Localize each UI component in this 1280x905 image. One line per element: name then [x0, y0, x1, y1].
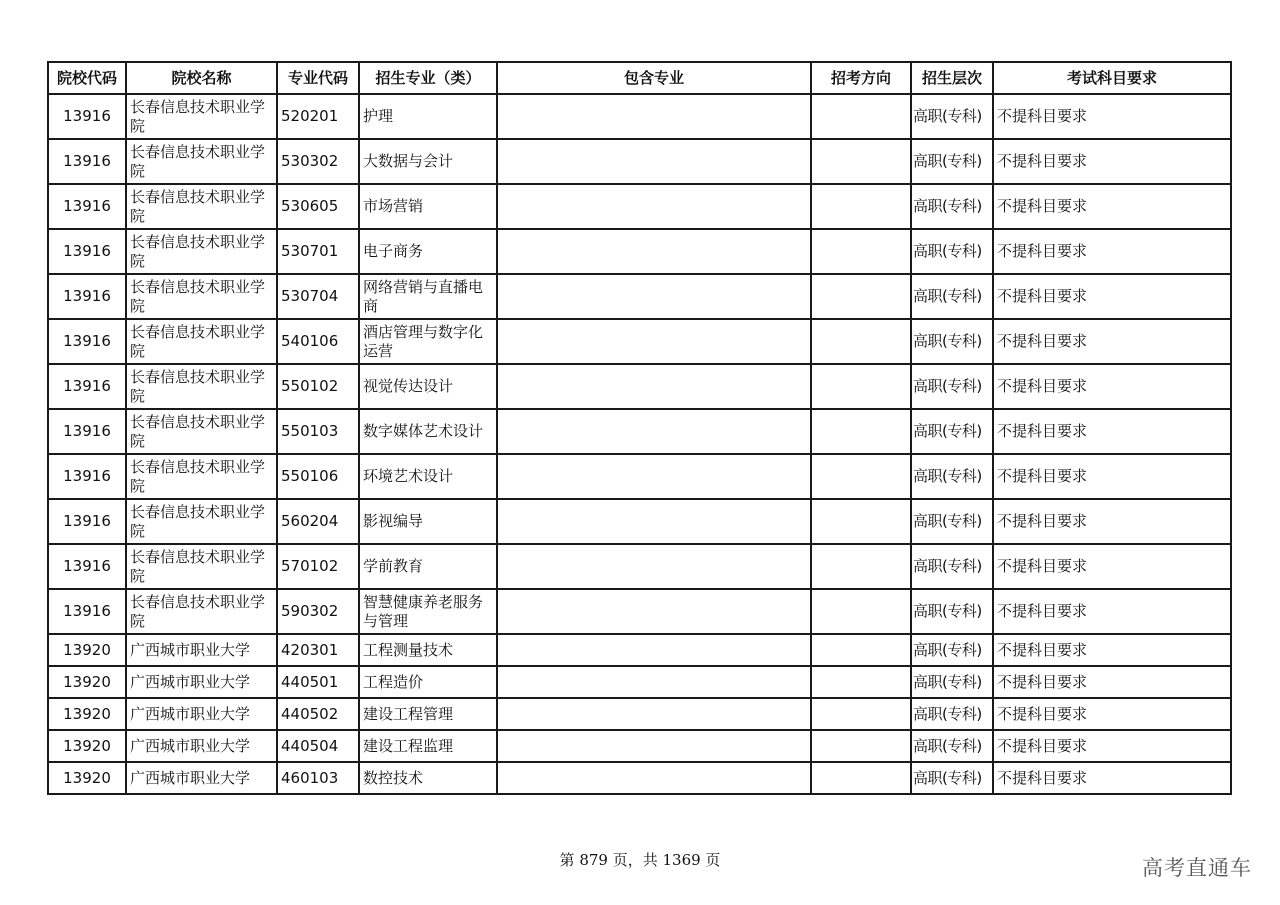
- page-number: 第 879 页，共 1369 页: [559, 851, 721, 869]
- school-name-cell: 广西城市职业大学: [126, 698, 277, 730]
- school-code-cell: 13920: [48, 666, 126, 698]
- included-majors-cell: [497, 762, 811, 794]
- included-majors-cell: [497, 319, 811, 364]
- major-code-cell: 440504: [277, 730, 359, 762]
- level-cell: 高职(专科): [911, 499, 993, 544]
- major-cell: 工程测量技术: [359, 634, 497, 666]
- included-majors-cell: [497, 139, 811, 184]
- table-row: [48, 94, 1231, 139]
- school-code-cell: 13920: [48, 730, 126, 762]
- table-row: [48, 274, 1231, 319]
- table-row: [48, 730, 1231, 762]
- header-school-name: 院校名称: [126, 62, 277, 94]
- level-cell: 高职(专科): [911, 229, 993, 274]
- level-cell: 高职(专科): [911, 589, 993, 634]
- included-majors-cell: [497, 634, 811, 666]
- level-cell: 高职(专科): [911, 319, 993, 364]
- major-cell: 影视编导: [359, 499, 497, 544]
- table-body: [48, 94, 1231, 794]
- direction-cell: [811, 762, 911, 794]
- school-code-cell: 13916: [48, 454, 126, 499]
- included-majors-cell: [497, 409, 811, 454]
- major-code-cell: 550102: [277, 364, 359, 409]
- school-name-cell: 长春信息技术职业学院: [126, 319, 277, 364]
- school-name-cell: 长春信息技术职业学院: [126, 139, 277, 184]
- major-code-cell: 590302: [277, 589, 359, 634]
- direction-cell: [811, 544, 911, 589]
- major-code-cell: 570102: [277, 544, 359, 589]
- school-code-cell: 13916: [48, 589, 126, 634]
- subject-requirement-cell: 不提科目要求: [993, 229, 1231, 274]
- table-row: [48, 364, 1231, 409]
- included-majors-cell: [497, 184, 811, 229]
- school-code-cell: 13916: [48, 409, 126, 454]
- table-row: [48, 319, 1231, 364]
- direction-cell: [811, 634, 911, 666]
- level-cell: 高职(专科): [911, 454, 993, 499]
- direction-cell: [811, 454, 911, 499]
- direction-cell: [811, 730, 911, 762]
- school-code-cell: 13916: [48, 544, 126, 589]
- direction-cell: [811, 409, 911, 454]
- major-cell: 工程造价: [359, 666, 497, 698]
- header-level: 招生层次: [911, 62, 993, 94]
- included-majors-cell: [497, 229, 811, 274]
- direction-cell: [811, 139, 911, 184]
- header-major-code: 专业代码: [277, 62, 359, 94]
- major-code-cell: 460103: [277, 762, 359, 794]
- school-name-cell: 长春信息技术职业学院: [126, 229, 277, 274]
- header-school-code: 院校代码: [48, 62, 126, 94]
- school-name-cell: 广西城市职业大学: [126, 730, 277, 762]
- included-majors-cell: [497, 544, 811, 589]
- school-name-cell: 广西城市职业大学: [126, 634, 277, 666]
- school-name-cell: 长春信息技术职业学院: [126, 454, 277, 499]
- level-cell: 高职(专科): [911, 544, 993, 589]
- table-row: [48, 139, 1231, 184]
- school-code-cell: 13916: [48, 139, 126, 184]
- subject-requirement-cell: 不提科目要求: [993, 274, 1231, 319]
- header-major: 招生专业（类）: [359, 62, 497, 94]
- school-name-cell: 长春信息技术职业学院: [126, 274, 277, 319]
- subject-requirement-cell: 不提科目要求: [993, 762, 1231, 794]
- school-code-cell: 13920: [48, 762, 126, 794]
- table-row: [48, 229, 1231, 274]
- table-row: [48, 454, 1231, 499]
- school-name-cell: 长春信息技术职业学院: [126, 589, 277, 634]
- table-row: [48, 634, 1231, 666]
- included-majors-cell: [497, 94, 811, 139]
- subject-requirement-cell: 不提科目要求: [993, 589, 1231, 634]
- level-cell: 高职(专科): [911, 274, 993, 319]
- table-header: [48, 62, 1231, 94]
- level-cell: 高职(专科): [911, 409, 993, 454]
- direction-cell: [811, 364, 911, 409]
- subject-requirement-cell: 不提科目要求: [993, 698, 1231, 730]
- school-name-cell: 长春信息技术职业学院: [126, 544, 277, 589]
- school-code-cell: 13916: [48, 319, 126, 364]
- school-code-cell: 13916: [48, 499, 126, 544]
- major-code-cell: 440502: [277, 698, 359, 730]
- level-cell: 高职(专科): [911, 94, 993, 139]
- school-code-cell: 13920: [48, 698, 126, 730]
- major-cell: 大数据与会计: [359, 139, 497, 184]
- subject-requirement-cell: 不提科目要求: [993, 319, 1231, 364]
- table-row: [48, 499, 1231, 544]
- direction-cell: [811, 589, 911, 634]
- major-cell: 酒店管理与数字化运营: [359, 319, 497, 364]
- school-code-cell: 13920: [48, 634, 126, 666]
- subject-requirement-cell: 不提科目要求: [993, 499, 1231, 544]
- subject-requirement-cell: 不提科目要求: [993, 634, 1231, 666]
- header-direction: 招考方向: [811, 62, 911, 94]
- major-cell: 电子商务: [359, 229, 497, 274]
- table-row: [48, 544, 1231, 589]
- direction-cell: [811, 319, 911, 364]
- subject-requirement-cell: 不提科目要求: [993, 666, 1231, 698]
- major-cell: 学前教育: [359, 544, 497, 589]
- major-code-cell: 530704: [277, 274, 359, 319]
- included-majors-cell: [497, 364, 811, 409]
- major-code-cell: 530701: [277, 229, 359, 274]
- school-code-cell: 13916: [48, 364, 126, 409]
- subject-requirement-cell: 不提科目要求: [993, 364, 1231, 409]
- major-code-cell: 540106: [277, 319, 359, 364]
- table-row: [48, 762, 1231, 794]
- header-row: [48, 62, 1231, 94]
- header-subject-requirement: 考试科目要求: [993, 62, 1231, 94]
- school-code-cell: 13916: [48, 94, 126, 139]
- school-code-cell: 13916: [48, 274, 126, 319]
- major-cell: 数字媒体艺术设计: [359, 409, 497, 454]
- direction-cell: [811, 229, 911, 274]
- level-cell: 高职(专科): [911, 698, 993, 730]
- major-cell: 网络营销与直播电商: [359, 274, 497, 319]
- level-cell: 高职(专科): [911, 364, 993, 409]
- direction-cell: [811, 94, 911, 139]
- included-majors-cell: [497, 666, 811, 698]
- subject-requirement-cell: 不提科目要求: [993, 409, 1231, 454]
- table-row: [48, 666, 1231, 698]
- major-cell: 建设工程监理: [359, 730, 497, 762]
- level-cell: 高职(专科): [911, 184, 993, 229]
- school-name-cell: 广西城市职业大学: [126, 666, 277, 698]
- included-majors-cell: [497, 274, 811, 319]
- header-included-majors: 包含专业: [497, 62, 811, 94]
- subject-requirement-cell: 不提科目要求: [993, 730, 1231, 762]
- major-cell: 视觉传达设计: [359, 364, 497, 409]
- school-name-cell: 广西城市职业大学: [126, 762, 277, 794]
- table-row: [48, 409, 1231, 454]
- included-majors-cell: [497, 454, 811, 499]
- direction-cell: [811, 184, 911, 229]
- major-cell: 建设工程管理: [359, 698, 497, 730]
- level-cell: 高职(专科): [911, 730, 993, 762]
- school-code-cell: 13916: [48, 184, 126, 229]
- major-cell: 智慧健康养老服务与管理: [359, 589, 497, 634]
- direction-cell: [811, 698, 911, 730]
- level-cell: 高职(专科): [911, 666, 993, 698]
- subject-requirement-cell: 不提科目要求: [993, 544, 1231, 589]
- admissions-table: [47, 61, 1232, 795]
- level-cell: 高职(专科): [911, 762, 993, 794]
- major-code-cell: 440501: [277, 666, 359, 698]
- school-name-cell: 长春信息技术职业学院: [126, 409, 277, 454]
- direction-cell: [811, 274, 911, 319]
- major-cell: 护理: [359, 94, 497, 139]
- subject-requirement-cell: 不提科目要求: [993, 94, 1231, 139]
- subject-requirement-cell: 不提科目要求: [993, 139, 1231, 184]
- table-row: [48, 698, 1231, 730]
- school-name-cell: 长春信息技术职业学院: [126, 499, 277, 544]
- included-majors-cell: [497, 730, 811, 762]
- major-code-cell: 550103: [277, 409, 359, 454]
- included-majors-cell: [497, 589, 811, 634]
- table-row: [48, 589, 1231, 634]
- school-name-cell: 长春信息技术职业学院: [126, 184, 277, 229]
- level-cell: 高职(专科): [911, 634, 993, 666]
- subject-requirement-cell: 不提科目要求: [993, 184, 1231, 229]
- table-row: [48, 184, 1231, 229]
- direction-cell: [811, 499, 911, 544]
- school-code-cell: 13916: [48, 229, 126, 274]
- included-majors-cell: [497, 698, 811, 730]
- major-code-cell: 560204: [277, 499, 359, 544]
- school-name-cell: 长春信息技术职业学院: [126, 94, 277, 139]
- major-code-cell: 530605: [277, 184, 359, 229]
- major-code-cell: 550106: [277, 454, 359, 499]
- major-code-cell: 520201: [277, 94, 359, 139]
- school-name-cell: 长春信息技术职业学院: [126, 364, 277, 409]
- watermark: 高考直通车: [1142, 856, 1252, 880]
- included-majors-cell: [497, 499, 811, 544]
- major-cell: 市场营销: [359, 184, 497, 229]
- major-cell: 环境艺术设计: [359, 454, 497, 499]
- major-cell: 数控技术: [359, 762, 497, 794]
- level-cell: 高职(专科): [911, 139, 993, 184]
- major-code-cell: 420301: [277, 634, 359, 666]
- major-code-cell: 530302: [277, 139, 359, 184]
- subject-requirement-cell: 不提科目要求: [993, 454, 1231, 499]
- direction-cell: [811, 666, 911, 698]
